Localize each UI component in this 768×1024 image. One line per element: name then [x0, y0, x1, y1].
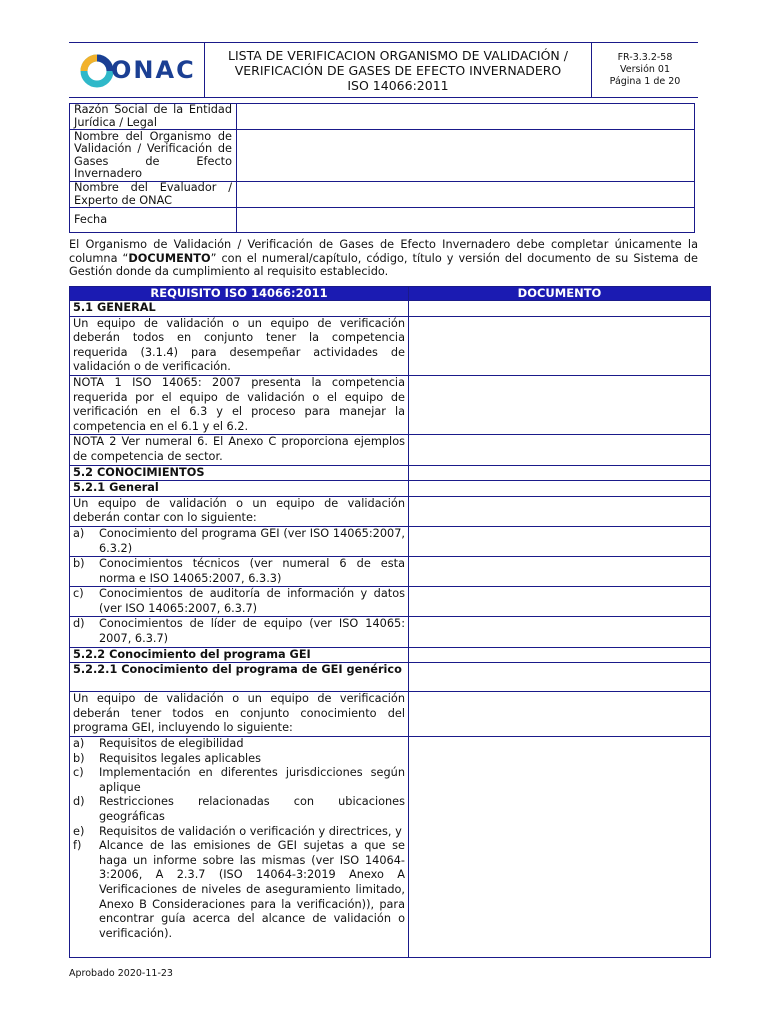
- info-row: [70, 182, 695, 208]
- item-text: Implementación en diferentes jurisdicciones según aplique: [99, 766, 405, 794]
- item-letter: e): [73, 824, 85, 838]
- requirement-text: Un equipo de validación o un equipo de verificación deberán todos en conjunto tener la competencia requerida (3.1.4) para desempeñar actividades de validación o de verificación.: [70, 316, 409, 375]
- requirement-item: [70, 617, 409, 647]
- item-text: Conocimientos de auditoría de información y datos (ver ISO 14065:2007, 6.3.7): [99, 587, 405, 615]
- documento-cell[interactable]: [409, 557, 711, 587]
- info-table: [69, 103, 695, 233]
- list-item: [73, 766, 405, 795]
- table-row: [70, 481, 711, 497]
- info-label: Razón Social de la Entidad Jurídica / Legal: [70, 104, 237, 130]
- documento-cell[interactable]: [409, 587, 711, 617]
- requirement-item: [70, 526, 409, 556]
- requirement-text: NOTA 2 Ver numeral 6. El Anexo C proporciona ejemplos de competencia de sector.: [70, 435, 409, 465]
- item-letter: d): [73, 795, 85, 809]
- documento-cell[interactable]: [409, 692, 711, 737]
- title-line: ISO 14066:2011: [347, 77, 449, 93]
- item-text: Requisitos legales aplicables: [99, 751, 262, 765]
- requirements-table: [69, 286, 711, 958]
- list-item: [73, 752, 405, 767]
- documento-cell[interactable]: [409, 647, 711, 663]
- item-text: Alcance de las emisiones de GEI sujetas a que se haga un informe sobre las mismas (ver ISO 14064-3:2006, A 2.3.7 (ISO 14064-3:2019 Anexo A Verificaciones de niveles de aseguramiento limitado, Anexo B Consideraciones para la verificación)), para encontrar guía acerca del alcance de validación o verificación).: [99, 839, 405, 940]
- list-item: [73, 737, 405, 752]
- item-letter: a): [73, 737, 85, 751]
- section-heading: 5.2 CONOCIMIENTOS: [70, 465, 409, 481]
- info-value-field[interactable]: [237, 104, 695, 130]
- table-row: [70, 316, 711, 375]
- table-row: [70, 587, 711, 617]
- item-letter: d): [73, 617, 85, 631]
- item-letter: f): [73, 839, 82, 853]
- item-text: Conocimientos técnicos (ver numeral 6 de esta norma e ISO 14065:2007, 6.3.3): [99, 557, 405, 585]
- item-text: Restricciones relacionadas con ubicaciones geográficas: [99, 795, 405, 823]
- info-row: [70, 130, 695, 182]
- list-item: [73, 825, 405, 840]
- page-number: Página 1 de 20: [609, 76, 681, 87]
- table-header-row: [70, 287, 711, 301]
- documento-cell[interactable]: [409, 481, 711, 497]
- info-label: Fecha: [70, 208, 237, 233]
- table-row: [70, 692, 711, 737]
- item-letter: b): [73, 751, 85, 765]
- table-row: [70, 301, 711, 317]
- item-text: Requisitos de elegibilidad: [99, 737, 244, 751]
- intro-text: El Organismo de Validación / Verificación de Gases de Efecto Invernadero debe completar únicamente la columna “: [69, 238, 698, 265]
- list-item: [73, 795, 405, 824]
- column-header-requisito: REQUISITO ISO 14066:2011: [70, 287, 409, 301]
- documento-cell[interactable]: [409, 496, 711, 526]
- intro-bold: DOCUMENTO: [128, 251, 211, 265]
- title-line: VERIFICACIÓN DE GASES DE EFECTO INVERNADERO: [234, 62, 562, 78]
- document-header: [69, 42, 698, 98]
- info-label: Nombre del Evaluador / Experto de ONAC: [70, 182, 237, 208]
- item-text: Conocimientos de líder de equipo (ver ISO 14065: 2007, 6.3.7): [99, 617, 405, 646]
- intro-text: ” con el numeral/capítulo, código, título y versión del documento de su Sistema de Gestión donde da cumplimiento al requisito establecido.: [69, 251, 699, 278]
- section-heading: 5.2.1 General: [70, 481, 409, 497]
- documento-cell[interactable]: [409, 375, 711, 434]
- column-header-documento: DOCUMENTO: [409, 287, 711, 301]
- info-row: [70, 104, 695, 130]
- table-row: [70, 435, 711, 465]
- item-text: Requisitos de validación o verificación y directrices, y: [99, 824, 402, 838]
- document-code: FR-3.3.2-58: [617, 52, 673, 63]
- documento-cell[interactable]: [409, 617, 711, 647]
- document-version: Versión 01: [619, 64, 671, 75]
- documento-cell[interactable]: [409, 465, 711, 481]
- info-label: Nombre del Organismo de Validación / Verificación de Gases de Efecto Invernadero: [70, 130, 237, 182]
- documento-cell[interactable]: [409, 663, 711, 692]
- section-heading: 5.1 GENERAL: [70, 301, 409, 317]
- info-value-field[interactable]: [237, 130, 695, 182]
- onac-logo: [69, 43, 205, 97]
- info-value-field[interactable]: [237, 182, 695, 208]
- table-row: [70, 526, 711, 556]
- item-letter: c): [73, 766, 84, 780]
- info-value-field[interactable]: [237, 208, 695, 233]
- requirement-text: Un equipo de validación o un equipo de verificación deberán tener todos en conjunto conocimiento del programa GEI, incluyendo lo siguiente:: [70, 692, 409, 737]
- table-row: [70, 647, 711, 663]
- document-title: [205, 43, 592, 97]
- item-letter: c): [73, 587, 84, 601]
- table-row: [70, 663, 711, 692]
- table-row: [70, 496, 711, 526]
- documento-cell[interactable]: [409, 435, 711, 465]
- approval-footer: Aprobado 2020-11-23: [69, 968, 173, 979]
- instructions-paragraph: [69, 238, 698, 279]
- requirement-list: [70, 737, 409, 958]
- section-heading: 5.2.2.1 Conocimiento del programa de GEI genérico: [70, 663, 409, 692]
- documento-cell[interactable]: [409, 737, 711, 958]
- list-item: [73, 839, 405, 941]
- documento-cell[interactable]: [409, 316, 711, 375]
- table-row: [70, 737, 711, 958]
- requirement-text: Un equipo de validación o un equipo de validación deberán contar con lo siguiente:: [70, 496, 409, 526]
- requirement-text: NOTA 1 ISO 14065: 2007 presenta la competencia requerida por el equipo de validación o el equipo de verificación en el 6.3 y el proceso para manejar la competencia en el 6.1 y el 6.2.: [70, 375, 409, 434]
- logo-text: ONAC: [111, 56, 196, 84]
- section-heading: 5.2.2 Conocimiento del programa GEI: [70, 647, 409, 663]
- table-row: [70, 465, 711, 481]
- documento-cell[interactable]: [409, 526, 711, 556]
- item-letter: b): [73, 557, 85, 571]
- documento-cell[interactable]: [409, 301, 711, 317]
- table-row: [70, 375, 711, 434]
- item-letter: a): [73, 526, 85, 540]
- info-row: [70, 208, 695, 233]
- title-line: LISTA DE VERIFICACION ORGANISMO DE VALIDACIÓN /: [228, 47, 568, 63]
- table-row: [70, 557, 711, 587]
- table-row: [70, 617, 711, 647]
- requirement-item: [70, 557, 409, 587]
- document-meta: [592, 43, 698, 97]
- item-text: Conocimiento del programa GEI (ver ISO 14065:2007, 6.3.2): [99, 526, 405, 555]
- requirement-item: [70, 587, 409, 617]
